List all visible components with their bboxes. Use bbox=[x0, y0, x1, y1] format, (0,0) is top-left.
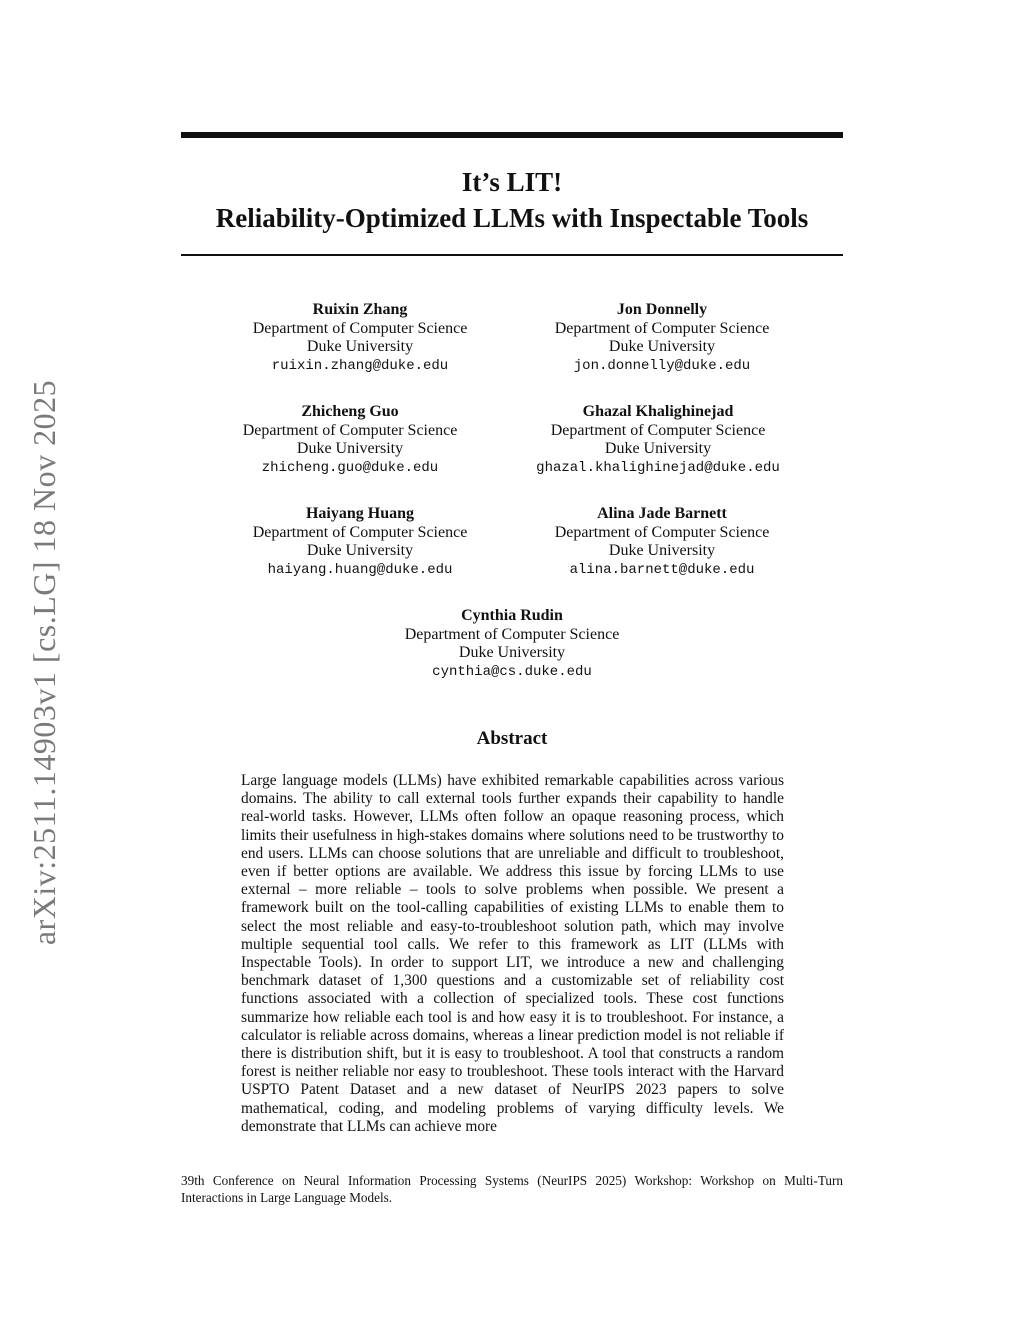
author-name: Zhicheng Guo bbox=[301, 403, 399, 420]
arxiv-identifier-text: arXiv:2511.14903v1 [cs.LG] 18 Nov 2025 bbox=[26, 379, 63, 946]
author-email: ghazal.khalighinejad@duke.edu bbox=[536, 459, 780, 476]
author-block bbox=[332, 607, 692, 681]
paper-title bbox=[181, 164, 843, 236]
author-block bbox=[170, 403, 530, 477]
title-top-rule bbox=[181, 132, 843, 138]
paper-title-line-1: It’s LIT! bbox=[461, 167, 563, 197]
author-department: Department of Computer Science bbox=[550, 421, 766, 439]
author-university: Duke University bbox=[608, 338, 716, 355]
author-university: Duke University bbox=[608, 542, 716, 559]
author-block bbox=[478, 403, 838, 477]
author-university: Duke University bbox=[296, 440, 404, 457]
conference-footnote: 39th Conference on Neural Information Processing Systems (NeurIPS 2025) Workshop: Workshop on Multi-Turn Interactions in Large Language Models. bbox=[181, 1173, 843, 1205]
author-email: jon.donnelly@duke.edu bbox=[573, 357, 751, 374]
author-email: haiyang.huang@duke.edu bbox=[267, 561, 453, 578]
author-email: ruixin.zhang@duke.edu bbox=[271, 357, 449, 374]
author-name: Cynthia Rudin bbox=[461, 607, 563, 624]
author-email: cynthia@cs.duke.edu bbox=[432, 663, 592, 680]
author-department: Department of Computer Science bbox=[554, 319, 770, 337]
author-department: Department of Computer Science bbox=[554, 523, 770, 541]
author-department: Department of Computer Science bbox=[252, 523, 468, 541]
author-block bbox=[482, 505, 842, 579]
abstract-text: Large language models (LLMs) have exhibited remarkable capabilities across various domains. The ability to call external tools further expands their capability to handle real-world tasks. However, LLMs often follow an opaque reasoning process, which limits their usefulness in high-stakes domains where solutions need to be trustworthy to end users. LLMs can choose solutions that are unreliable and difficult to troubleshoot, even if better options are available. We address this issue by forcing LLMs to use external – more reliable – tools to solve problems when possible. We present a framework built on the tool-calling capabilities of existing LLMs to enable them to select the most reliable and easy-to-troubleshoot solution path, which may involve multiple sequential tool calls. We refer to this framework as LIT (LLMs with Inspectable Tools). In order to support LIT, we introduce a new and challenging benchmark dataset of 1,300 questions and a customizable set of reliability cost functions associated with a collection of specialized tools. These cost functions summarize how reliable each tool is and how easy it is to troubleshoot. For instance, a calculator is reliable across domains, whereas a linear prediction model is not reliable if there is distribution shift, but it is easy to troubleshoot. A tool that constructs a random forest is neither reliable nor easy to troubleshoot. These tools interact with the Harvard USPTO Patent Dataset and a new dataset of NeurIPS 2023 papers to solve mathematical, coding, and modeling problems of varying difficulty levels. We demonstrate that LLMs can achieve more bbox=[241, 772, 784, 1135]
author-university: Duke University bbox=[306, 338, 414, 355]
author-name: Ghazal Khalighinejad bbox=[582, 403, 734, 420]
author-department: Department of Computer Science bbox=[252, 319, 468, 337]
author-department: Department of Computer Science bbox=[242, 421, 458, 439]
author-name: Alina Jade Barnett bbox=[597, 505, 727, 522]
title-bottom-rule bbox=[181, 254, 843, 256]
author-name: Jon Donnelly bbox=[616, 301, 708, 318]
abstract-heading: Abstract bbox=[476, 728, 548, 749]
author-email: zhicheng.guo@duke.edu bbox=[261, 459, 439, 476]
author-university: Duke University bbox=[306, 542, 414, 559]
paper-title-line-2: Reliability-Optimized LLMs with Inspectable Tools bbox=[215, 203, 809, 233]
author-name: Ruixin Zhang bbox=[312, 301, 408, 318]
author-university: Duke University bbox=[458, 644, 566, 661]
author-block bbox=[482, 301, 842, 375]
author-email: alina.barnett@duke.edu bbox=[569, 561, 755, 578]
author-university: Duke University bbox=[604, 440, 712, 457]
author-department: Department of Computer Science bbox=[404, 625, 620, 643]
arxiv-identifier-stamp bbox=[20, 365, 70, 960]
author-name: Haiyang Huang bbox=[305, 505, 415, 522]
